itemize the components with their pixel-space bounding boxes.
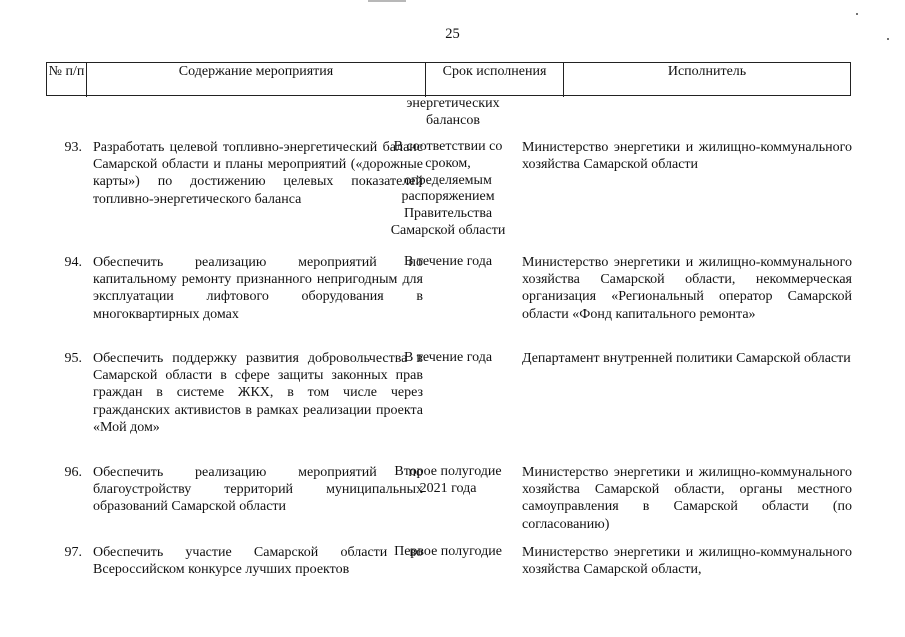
row-content: Разработать целевой топливно-энергетический баланс Самарской области и планы мероприятий («дорожные карты») по достижению целевых показателей топливно-энергетического баланса: [93, 140, 423, 207]
scan-speck: [856, 13, 858, 15]
row-number: 93.: [64, 140, 82, 155]
header-executor: Исполнитель: [667, 64, 747, 79]
page-number: 25: [445, 26, 460, 42]
row-term: Первое полугодие: [394, 544, 502, 559]
row-number: 97.: [64, 545, 82, 560]
header-num: № п/п: [47, 63, 87, 97]
row-term: В соответствии со сроком, определяемым распоряжением Правительства Самарской области: [390, 139, 506, 238]
scan-artifact: [368, 0, 406, 2]
row-number: 94.: [64, 255, 82, 270]
row-content: Обеспечить участие Самарской области во Всероссийском конкурсе лучших проектов: [93, 545, 423, 578]
table-header: [46, 62, 851, 96]
row-executor: Министерство энергетики и жилищно-коммунального хозяйства Самарской области, некоммерческая организация «Региональный оператор Самарской области «Фонд капитального ремонта»: [522, 255, 852, 322]
row-executor: Министерство энергетики и жилищно-коммунального хозяйства Самарской области, органы местного самоуправления в Самарской области (по согласованию): [522, 465, 852, 532]
row-term: В течение года: [403, 254, 493, 269]
row-content: Обеспечить поддержку развития добровольчества в Самарской области в сфере защиты законных прав граждан в системе ЖКХ, в том числе через гражданских активистов в рамках реализации проекта «Мой дом»: [93, 351, 423, 435]
row-number: 95.: [64, 351, 82, 366]
row-term: В течение года: [403, 350, 493, 365]
row-content: Обеспечить реализацию мероприятий по благоустройству территорий муниципальных образований Самарской области: [93, 465, 423, 515]
row-term: Второе полугодие 2021 года: [394, 464, 502, 496]
header-term: Срок исполнения: [426, 63, 564, 97]
row-executor: Министерство энергетики и жилищно-коммунального хозяйства Самарской области: [522, 140, 852, 173]
row-executor: Министерство энергетики и жилищно-коммунального хозяйства Самарской области,: [522, 545, 852, 578]
continued-term: энергетических балансов: [406, 96, 500, 128]
row-content: Обеспечить реализацию мероприятий по капитальному ремонту признанного непригодным для эксплуатации лифтового оборудования в многоквартирных домах: [93, 255, 423, 322]
row-number: 96.: [64, 465, 82, 480]
header-content: Содержание мероприятия: [87, 63, 426, 97]
row-executor: Департамент внутренней политики Самарской области: [522, 351, 851, 366]
